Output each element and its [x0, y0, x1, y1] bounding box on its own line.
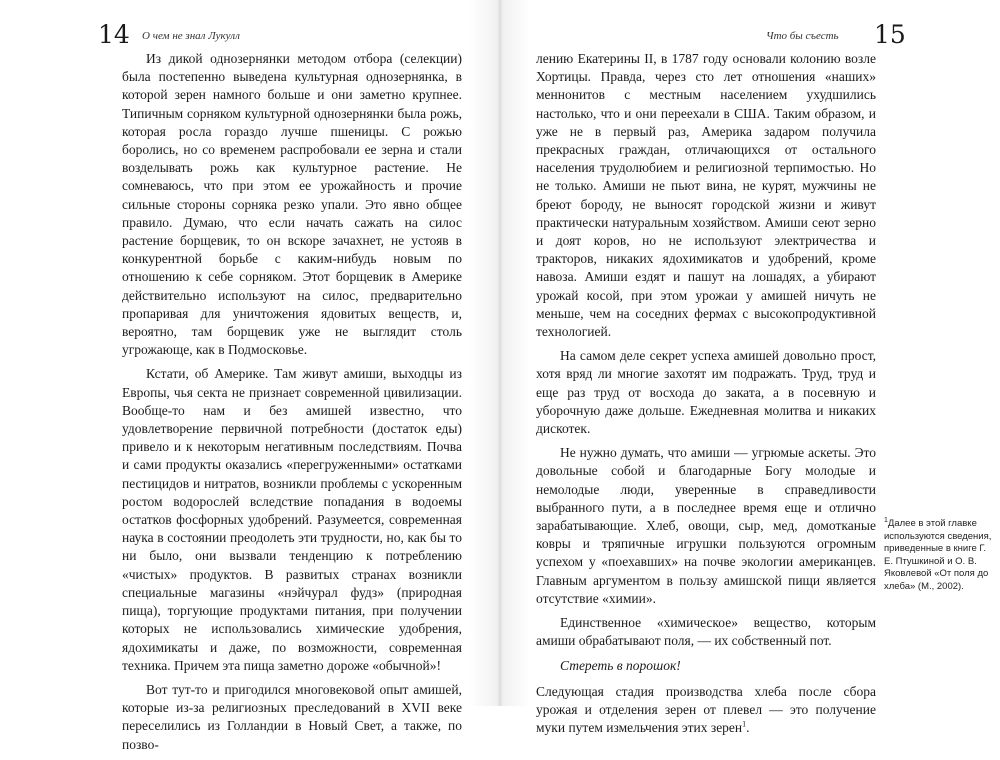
- paragraph: Кстати, об Америке. Там живут амиши, выходцы из Европы, чья секта не признает современной цивилизации. Вообще-то нам и без амишей известно, что удовлетворение первичной потребности (достаток еды) привело и к некоторым негативным последствиям. Почва и сами продукты оказались «перегруженными» остатками пестицидов и нитратов, возникли проблемы с ускоренным ростом водорослей вследствие попадания в водоемы остатков фосфорных удобрений. Разумеется, современная наука в состоянии преодолеть эти трудности, но, как бы то ни было, они вызвали тенденцию к потреблению «чистых» продуктов. В развитых странах возникли специальные магазины «нэйчурал фудз» (природная пища), торгующие продуктами питания, при получении которых не использовались химические удобрения, ядохимикаты и даже, по возможности, современная техника. Причем эта пища заметно дороже «обычной»!: [122, 366, 462, 673]
- left-page-text: [122, 50, 462, 760]
- right-running-head: Что бы съесть: [766, 30, 839, 42]
- paragraph: Следующая стадия производства хлеба после сбора урожая и отделения зерен от плевел — это получение муки путем измельчения этих зерен$^1$.: [536, 683, 876, 736]
- left-page-number: 14: [98, 20, 130, 49]
- paragraph: Вот тут-то и пригодился многовековой опыт амишей, которые из-за религиозных преследований в XVII веке переселились из Голландии в Новый Свет, а также, по позво-: [122, 681, 462, 752]
- sidenote-text: Далее в этой главке используются сведения, приведенные в книге Г. Е. Птушкиной и О. В. Яковлевой «От поля до хлеба» (М., 2002).: [884, 518, 992, 592]
- right-page-text: [536, 50, 876, 743]
- section-subheading: Стереть в порошок!: [560, 657, 681, 673]
- paragraph: Из дикой однозернянки методом отбора (селекции) была постепенно выведена культурная однозернянка, в которой зерен намного больше и они заметно крупнее. Типичным сорняком культурной однозернянки была рожь, которая росла гораздо лучше пшеницы. С рожью боролись, но со временем распробовали ее зерна и стали возделывать рожь как культурное растение. Не сомневаюсь, что при этом ее урожайность и прочие сильные стороны сорняка резко упали. Это явно общее правило. Думаю, что если начать сажать на силос растение борщевик, то он вскоре зачахнет, не устояв в конкурентной борьбе с каким-нибудь новым по отношению к себе сорняком. Этот борщевик в Америке действительно используют на силос, предварительно пропаривая для уничтожения ядовитых веществ, и, вероятно, там борщевик уже не выглядит столь угрожающе, как в Подмосковье.: [122, 51, 462, 358]
- paragraph: лению Екатерины II, в 1787 году основали колонию возле Хортицы. Правда, через сто лет отношения «наших» меннонитов с местным населением ухудшились настолько, что и они переехали в США. Таким образом, и уже не в первый раз, Америка задаром получила прекрасных граждан, отличающихся от остального населения трудолюбием и религиозной терпимостью. Но не только. Амиши не пьют вина, не курят, мужчины не бреют бороду, не выносят городской жизни и живут практически натуральным хозяйством. Амиши сеют зерно и доят коров, но не используют электричества и тракторов, никаких ядохимикатов и удобрений, кроме навоза. Амиши ездят и пашут на лошадях, а убирают урожай косой, при этом урожаи у амишей ничуть не меньше, чем на соседних фермах с высокопродуктивной технологией.: [536, 51, 876, 340]
- book-gutter: [470, 0, 530, 706]
- paragraph: Единственное «химическое» вещество, которым амиши обрабатывают поля, — их собственный пот.: [536, 615, 876, 649]
- left-running-head: О чем не знал Лукулл: [142, 30, 240, 42]
- footnote-reference: 1: [742, 719, 747, 729]
- sidenote-mark: 1: [884, 516, 888, 524]
- closing-paragraph-text: Следующая стадия производства хлеба после сбора урожая и отделения зерен от плевел — это получение муки путем измельчения этих зерен: [536, 683, 876, 736]
- sidenote: [884, 518, 994, 594]
- right-page-number: 15: [874, 20, 906, 49]
- paragraph: Не нужно думать, что амиши — угрюмые аскеты. Это довольные собой и благодарные Богу молодые и немолодые люди, уверенные в справедливости выбранного пути, а в последнее время еще и отлично зарабатывающие. Хлеб, овощи, сыр, мед, домотканые ковры и тряпичные игрушки пользуются огромным успехом у «поехавших» на почве экологии американцев. Главным аргументом в пользу амишской пищи является отсутствие «химии».: [536, 445, 876, 606]
- paragraph: На самом деле секрет успеха амишей довольно прост, хотя вряд ли многие захотят им подражать. Труд, труд и еще раз труд от восхода до заката, а в посевную и уборочную даже дольше. Ежедневная молитва и никаких дискотек.: [536, 348, 876, 437]
